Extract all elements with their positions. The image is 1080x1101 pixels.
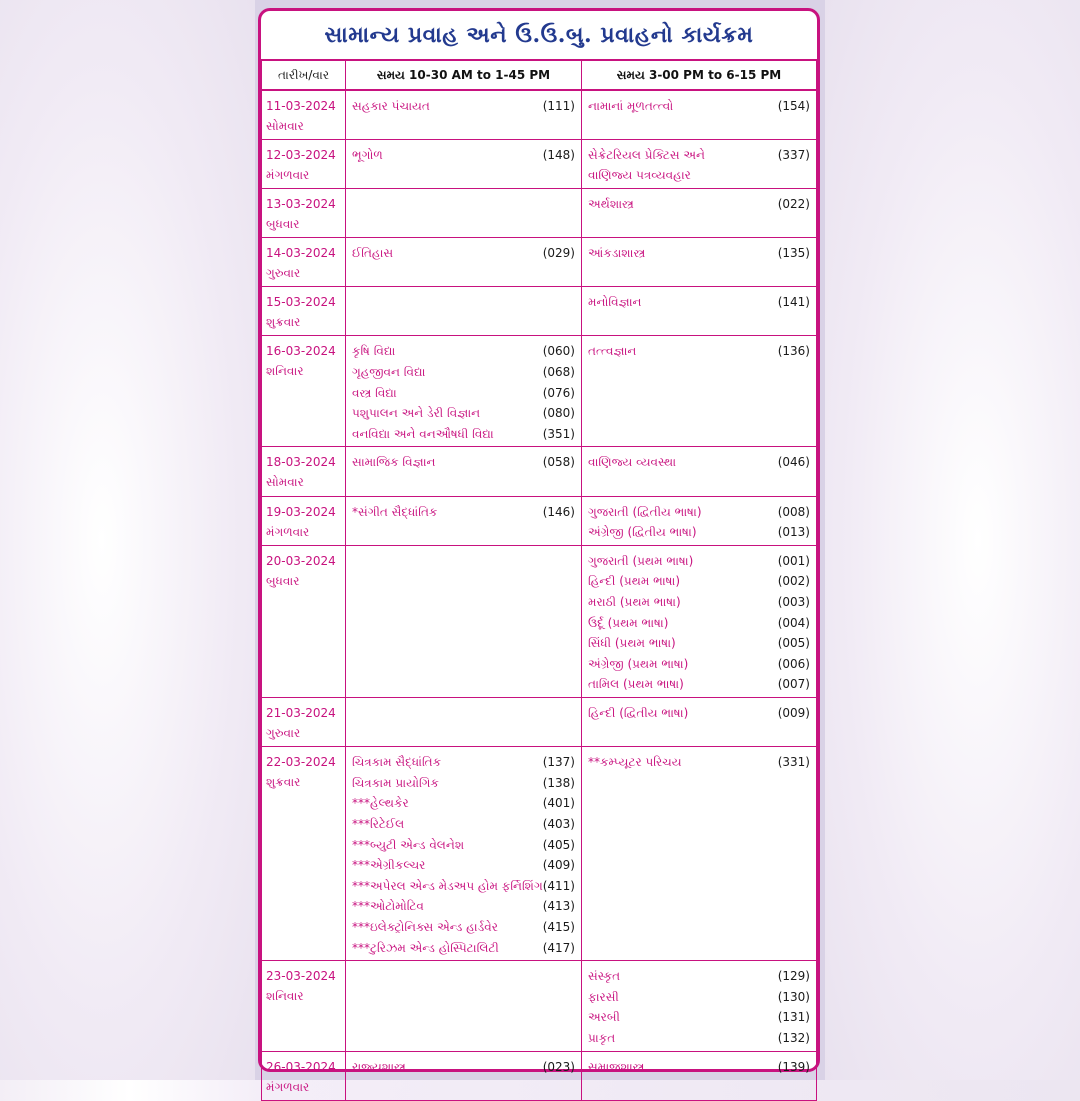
- subject-code: (006): [777, 656, 810, 671]
- subject-entry: [588, 145, 810, 166]
- table-row: [262, 336, 817, 447]
- subject-entry: [588, 1057, 810, 1078]
- evening-slot-cell: [582, 747, 817, 961]
- subject-name: મરાઠી (પ્રથમ ભાષા): [588, 595, 681, 609]
- evening-slot-cell: [582, 496, 817, 545]
- subject-code: (013): [777, 525, 810, 540]
- subject-entry: [352, 502, 575, 523]
- subject-name: સંસ્કૃત: [588, 969, 621, 984]
- subject-code: (002): [777, 574, 810, 589]
- table-row: [262, 545, 817, 697]
- page-title: સામાન્ય પ્રવાહ અને ઉ.ઉ.બુ. પ્રવાહનો કાર્યક્રમ: [324, 22, 754, 48]
- evening-slot-cell: [582, 90, 817, 139]
- subject-entry: [352, 452, 575, 473]
- morning-slot-cell: [346, 747, 582, 961]
- subject-code: (001): [777, 553, 810, 568]
- date-cell: [262, 447, 346, 496]
- subject-code: (046): [777, 455, 810, 470]
- subject-entry: [352, 855, 575, 876]
- subject-entry: [352, 243, 575, 264]
- subject-code: (009): [777, 706, 810, 720]
- subject-entry: [588, 522, 810, 543]
- morning-slot-cell: [346, 139, 582, 188]
- subject-code: (132): [777, 1030, 810, 1045]
- subject-entry: [352, 773, 575, 794]
- subject-code: (022): [777, 196, 810, 211]
- subject-name: નામાનાં મૂળતત્ત્વો: [588, 99, 674, 113]
- date-cell: [262, 238, 346, 287]
- subject-entry: [588, 194, 810, 215]
- subject-entry: [352, 917, 575, 938]
- exam-date: 15-03-2024: [266, 295, 336, 310]
- morning-slot-cell: [346, 698, 582, 747]
- schedule-rows: [262, 90, 817, 1100]
- subject-entry: [588, 703, 810, 724]
- subject-code: (003): [777, 595, 810, 609]
- exam-day: બુધવાર: [266, 573, 300, 588]
- morning-slot-cell: [346, 238, 582, 287]
- subject-entry: [352, 145, 575, 166]
- exam-day: શનિવાર: [266, 364, 304, 379]
- subject-entry: [588, 966, 810, 987]
- table-row: [262, 447, 817, 496]
- subject-entry: [352, 876, 575, 897]
- evening-slot-cell: [582, 336, 817, 447]
- subject-name: વસ્ત્ર વિદ્યા: [352, 385, 397, 400]
- exam-day: ગુરુવાર: [266, 726, 301, 740]
- subject-entry: [352, 1057, 575, 1078]
- evening-slot-cell: [582, 545, 817, 697]
- exam-date: 21-03-2024: [266, 706, 336, 720]
- evening-slot-cell: [582, 447, 817, 496]
- exam-date: 19-03-2024: [266, 504, 336, 519]
- exam-date: 11-03-2024: [266, 99, 336, 113]
- subject-code: (337): [777, 147, 810, 162]
- exam-date: 22-03-2024: [266, 755, 336, 770]
- subject-entry: [352, 424, 575, 445]
- subject-code: (136): [777, 344, 810, 359]
- subject-code: (058): [542, 455, 575, 470]
- subject-entry: [588, 452, 810, 473]
- subject-entry: [588, 613, 810, 634]
- subject-code: (129): [777, 969, 810, 984]
- table-row: [262, 1051, 817, 1100]
- exam-date: 20-03-2024: [266, 553, 336, 568]
- subject-name: ***રિટેઈલ: [352, 816, 405, 831]
- subject-name: રાજ્યશાસ્ત્ર: [352, 1059, 406, 1074]
- subject-code: (351): [542, 426, 575, 441]
- subject-code: (415): [542, 919, 575, 934]
- subject-entry: [588, 502, 810, 523]
- subject-name: સિંધી (પ્રથમ ભાષા): [588, 636, 676, 651]
- subject-code: (409): [542, 858, 575, 873]
- subject-name: પ્રાકૃત: [588, 1030, 616, 1045]
- subject-name: ***ઓટોમોટિવ: [352, 899, 424, 914]
- exam-date: 14-03-2024: [266, 246, 336, 261]
- date-cell: [262, 90, 346, 139]
- morning-slot-cell: [346, 961, 582, 1051]
- subject-entry: [352, 403, 575, 424]
- subject-name: સહકાર પંચાયત: [352, 99, 430, 113]
- subject-name: મનોવિજ્ઞાન: [588, 295, 642, 310]
- subject-code: (135): [777, 246, 810, 261]
- date-cell: [262, 698, 346, 747]
- subject-entry: [588, 592, 810, 613]
- subject-entry: [588, 633, 810, 654]
- morning-slot-cell: [346, 447, 582, 496]
- subject-code: (076): [542, 385, 575, 400]
- morning-slot-cell: [346, 336, 582, 447]
- schedule-table: [261, 59, 817, 1101]
- subject-name: વાણિજ્ય વ્યવસ્થા: [588, 455, 677, 470]
- table-row: [262, 747, 817, 961]
- subject-code: (007): [777, 677, 810, 692]
- subject-code: (141): [777, 295, 810, 310]
- subject-code: (111): [542, 99, 575, 113]
- subject-name: આંકડાશાસ્ત્ર: [588, 246, 646, 261]
- exam-day: મંગળવાર: [266, 1079, 310, 1094]
- subject-name: ***ટુરિઝમ એન્ડ હોસ્પિટાલિટી: [352, 940, 499, 955]
- header-evening: સમય 3-00 PM to 6-15 PM: [582, 60, 817, 90]
- subject-name: અંગ્રેજી (દ્વિતીય ભાષા): [588, 525, 697, 540]
- morning-slot-cell: [346, 287, 582, 336]
- subject-entry: [588, 571, 810, 592]
- subject-entry: [588, 1028, 810, 1049]
- date-cell: [262, 961, 346, 1051]
- subject-code: (138): [542, 775, 575, 790]
- subject-entry: [588, 551, 810, 572]
- subject-name: સેક્રેટરિયલ પ્રેક્ટિસ અને: [588, 147, 705, 162]
- subject-entry: [588, 654, 810, 675]
- subject-name: ***હેલ્થકેર: [352, 796, 409, 811]
- subject-name: ***ઇલેક્ટ્રોનિક્સ એન્ડ હાર્ડવેર: [352, 919, 498, 934]
- subject-code: (139): [777, 1059, 810, 1074]
- subject-code: (008): [777, 504, 810, 519]
- date-cell: [262, 188, 346, 237]
- subject-entry: [588, 292, 810, 313]
- subject-code: (029): [542, 246, 575, 261]
- subject-entry: [588, 987, 810, 1008]
- exam-day: ગુરુવાર: [266, 266, 301, 281]
- subject-name: **કમ્પ્યૂટર પરિચય: [588, 755, 682, 770]
- date-cell: [262, 496, 346, 545]
- evening-slot-cell: [582, 698, 817, 747]
- date-cell: [262, 287, 346, 336]
- evening-slot-cell: [582, 287, 817, 336]
- exam-day: શનિવાર: [266, 989, 304, 1004]
- subject-name: કૃષિ વિદ્યા: [352, 344, 396, 359]
- date-cell: [262, 139, 346, 188]
- subject-code: (411): [542, 878, 575, 893]
- subject-entry: [588, 243, 810, 264]
- subject-code: (401): [542, 796, 575, 811]
- morning-slot-cell: [346, 1051, 582, 1100]
- subject-name: ઉર્દૂ (પ્રથમ ભાષા): [588, 615, 669, 630]
- evening-slot-cell: [582, 188, 817, 237]
- subject-entry: [352, 362, 575, 383]
- table-row: [262, 188, 817, 237]
- subject-code: (131): [777, 1010, 810, 1025]
- background-left: [0, 0, 255, 1080]
- timetable-sheet: [255, 0, 825, 1094]
- subject-code: (023): [542, 1059, 575, 1074]
- subject-code: (331): [777, 755, 810, 770]
- subject-entry: [352, 793, 575, 814]
- subject-name: ઈતિહાસ: [352, 246, 394, 261]
- subject-entry: [352, 341, 575, 362]
- exam-day: મંગળવાર: [266, 167, 310, 182]
- morning-slot-cell: [346, 90, 582, 139]
- exam-day: સોમવાર: [266, 119, 304, 133]
- subject-name: હિન્દી (પ્રથમ ભાષા): [588, 574, 681, 589]
- subject-name: સમાજશાસ્ત્ર: [588, 1059, 645, 1074]
- subject-code: (146): [542, 504, 575, 519]
- exam-day: સોમવાર: [266, 475, 304, 490]
- subject-code: (137): [542, 755, 575, 770]
- table-row: [262, 90, 817, 139]
- subject-name: *સંગીત સૈદ્ધાંતિક: [352, 504, 438, 519]
- subject-code: (060): [542, 344, 575, 359]
- subject-name: વનવિદ્યા અને વનઔષધી વિદ્યા: [352, 426, 494, 441]
- subject-name: સામાજિક વિજ્ઞાન: [352, 455, 436, 470]
- table-row: [262, 139, 817, 188]
- header-date: તારીખ/વાર: [262, 60, 346, 90]
- morning-slot-cell: [346, 545, 582, 697]
- evening-slot-cell: [582, 1051, 817, 1100]
- subject-code: (403): [542, 816, 575, 831]
- exam-day: મંગળવાર: [266, 524, 310, 539]
- subject-name: ***અપેરલ એન્ડ મેડઅપ હોમ ફર્નિશિંગ: [352, 878, 543, 893]
- subject-entry: [352, 383, 575, 404]
- subject-name: ***બ્યુટી એન્ડ વેલનેશ: [352, 837, 465, 852]
- date-cell: [262, 336, 346, 447]
- subject-code: (413): [542, 899, 575, 914]
- exam-date: 23-03-2024: [266, 969, 336, 984]
- evening-slot-cell: [582, 139, 817, 188]
- subject-entry: [588, 752, 810, 773]
- subject-name: પશુપાલન અને ડેરી વિજ્ઞાન: [352, 406, 481, 421]
- subject-name: ચિત્રકામ પ્રાયોગિક: [352, 775, 439, 790]
- subject-name: ગુજરાતી (દ્વિતીય ભાષા): [588, 504, 702, 519]
- exam-date: 12-03-2024: [266, 147, 336, 162]
- exam-day: શુક્રવાર: [266, 775, 301, 790]
- subject-entry: [352, 938, 575, 959]
- exam-day: બુધવાર: [266, 216, 300, 231]
- date-cell: [262, 545, 346, 697]
- table-row: [262, 496, 817, 545]
- subject-name: ભૂગોળ: [352, 147, 383, 162]
- table-row: [262, 961, 817, 1051]
- subject-name: ***એગ્રીકલ્ચર: [352, 858, 426, 873]
- subject-code: (068): [542, 365, 575, 380]
- exam-day: શુક્રવાર: [266, 315, 301, 330]
- table-row: [262, 238, 817, 287]
- subject-entry: [352, 835, 575, 856]
- morning-slot-cell: [346, 188, 582, 237]
- subject-entry: [588, 96, 810, 117]
- header-morning: સમય 10-30 AM to 1-45 PM: [346, 60, 582, 90]
- subject-name: ગુજરાતી (પ્રથમ ભાષા): [588, 553, 694, 568]
- morning-slot-cell: [346, 496, 582, 545]
- subject-entry: [352, 814, 575, 835]
- subject-name: અંગ્રેજી (પ્રથમ ભાષા): [588, 656, 689, 671]
- subject-code: (417): [542, 940, 575, 955]
- date-cell: [262, 1051, 346, 1100]
- subject-name: તામિલ (પ્રથમ ભાષા): [588, 677, 684, 692]
- background-right: [825, 0, 1080, 1080]
- exam-date: 13-03-2024: [266, 196, 336, 211]
- subject-name: ચિત્રકામ સૈદ્ધાંતિક: [352, 755, 442, 770]
- subject-code: (405): [542, 837, 575, 852]
- table-row: [262, 698, 817, 747]
- subject-entry: [588, 341, 810, 362]
- timetable-frame: [258, 8, 820, 1094]
- subject-name: તત્ત્વજ્ઞાન: [588, 344, 637, 359]
- subject-code: (148): [542, 147, 575, 162]
- subject-name: અરબી: [588, 1010, 620, 1025]
- subject-name: ગૃહજીવન વિદ્યા: [352, 365, 426, 380]
- subject-code: (080): [542, 406, 575, 421]
- subject-name: વાણિજ્ય પત્રવ્યવહાર: [588, 168, 691, 183]
- subject-code: (154): [777, 99, 810, 113]
- subject-entry: [588, 165, 810, 186]
- subject-name: હિન્દી (દ્વિતીય ભાષા): [588, 706, 689, 720]
- subject-entry: [352, 752, 575, 773]
- subject-entry: [352, 896, 575, 917]
- subject-name: ફારસી: [588, 989, 619, 1004]
- subject-code: (005): [777, 636, 810, 651]
- table-row: [262, 287, 817, 336]
- subject-entry: [352, 96, 575, 117]
- exam-date: 18-03-2024: [266, 455, 336, 470]
- date-cell: [262, 747, 346, 961]
- subject-entry: [588, 674, 810, 695]
- evening-slot-cell: [582, 961, 817, 1051]
- subject-entry: [588, 1007, 810, 1028]
- subject-code: (004): [777, 615, 810, 630]
- exam-date: 26-03-2024: [266, 1059, 336, 1074]
- subject-code: (130): [777, 989, 810, 1004]
- subject-name: અર્થશાસ્ત્ર: [588, 196, 634, 211]
- exam-date: 16-03-2024: [266, 344, 336, 359]
- evening-slot-cell: [582, 238, 817, 287]
